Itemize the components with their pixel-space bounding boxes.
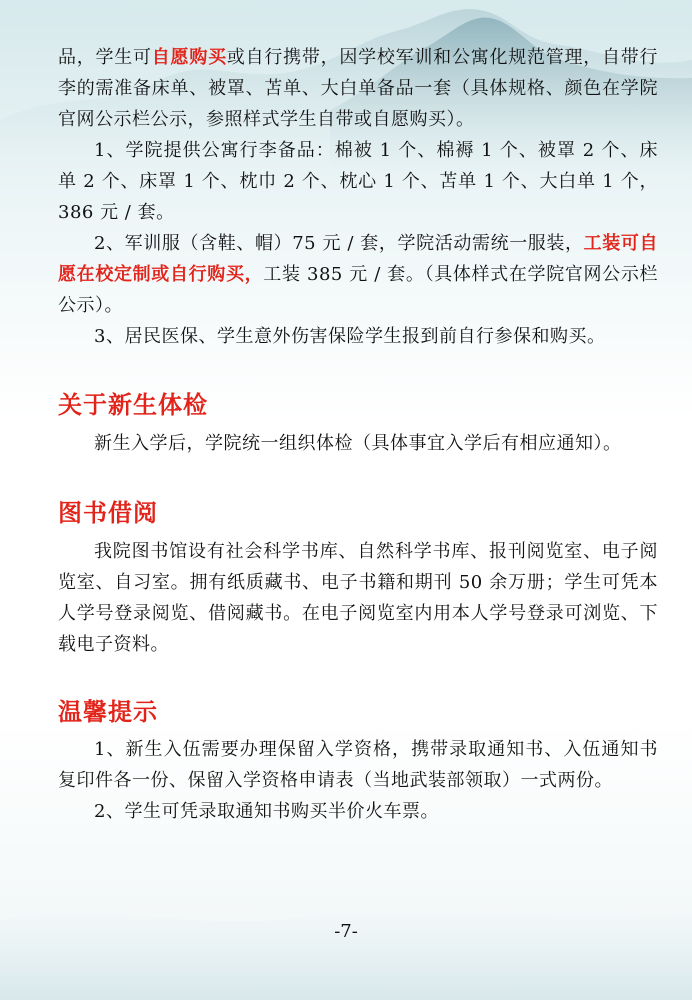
physical-exam-text: 新生入学后，学院统一组织体检（具体事宜入学后有相应通知）。: [94, 433, 622, 454]
uniform-item-2: 2、军训服（含鞋、帽）75 元 / 套，学院活动需统一服装，工装可自愿在校定制或自行购买，工装 385 元 / 套。（具体样式在学院官网公示栏公示）。: [58, 233, 659, 316]
intro-paragraph-continued: 品，学生可自愿购买或自行携带，因学校军训和公寓化规范管理，自带行李的需准备床单、被罩、苫单、大白单备品一套（具体规格、颜色在学院官网公示栏公示，参照样式学生自带或自愿购买）。: [58, 47, 659, 130]
bedding-item-1: 1、学院提供公寓行李备品：棉被 1 个、棉褥 1 个、被罩 2 个、床单 2 个、床罩 1 个、枕巾 2 个、枕心 1 个、苫单 1 个、大白单 1 个，386 元 / 套。: [58, 140, 658, 223]
tip-item-2: 2、学生可凭录取通知书购买半价火车票。: [94, 801, 439, 822]
section-title-physical-exam: 关于新生体检: [58, 391, 208, 419]
insurance-item-3: 3、居民医保、学生意外伤害保险学生报到前自行参保和购买。: [94, 326, 606, 347]
tip-item-1: 1、新生入伍需要办理保留入学资格，携带录取通知书、入伍通知书复印件各一份、保留入学资格申请表（当地武装部领取）一式两份。: [58, 739, 658, 791]
highlight-work-clothes: 工装可自愿在校定制或自行购买，: [58, 233, 658, 285]
bottom-ink-wash: [0, 840, 692, 1000]
section-title-tips: 温馨提示: [58, 698, 158, 726]
page-number: -7-: [334, 921, 358, 942]
section-title-library: 图书借阅: [58, 499, 158, 527]
highlight-voluntary-purchase: 自愿购买: [151, 47, 227, 68]
library-text: 我院图书馆设有社会科学书库、自然科学书库、报刊阅览室、电子阅览室、自习室。拥有纸质藏书、电子书籍和期刊 50 余万册；学生可凭本人学号登录阅览、借阅藏书。在电子阅览室内用本人学号登录可浏览、下载电子资料。: [58, 541, 658, 655]
document-body: [58, 42, 658, 827]
